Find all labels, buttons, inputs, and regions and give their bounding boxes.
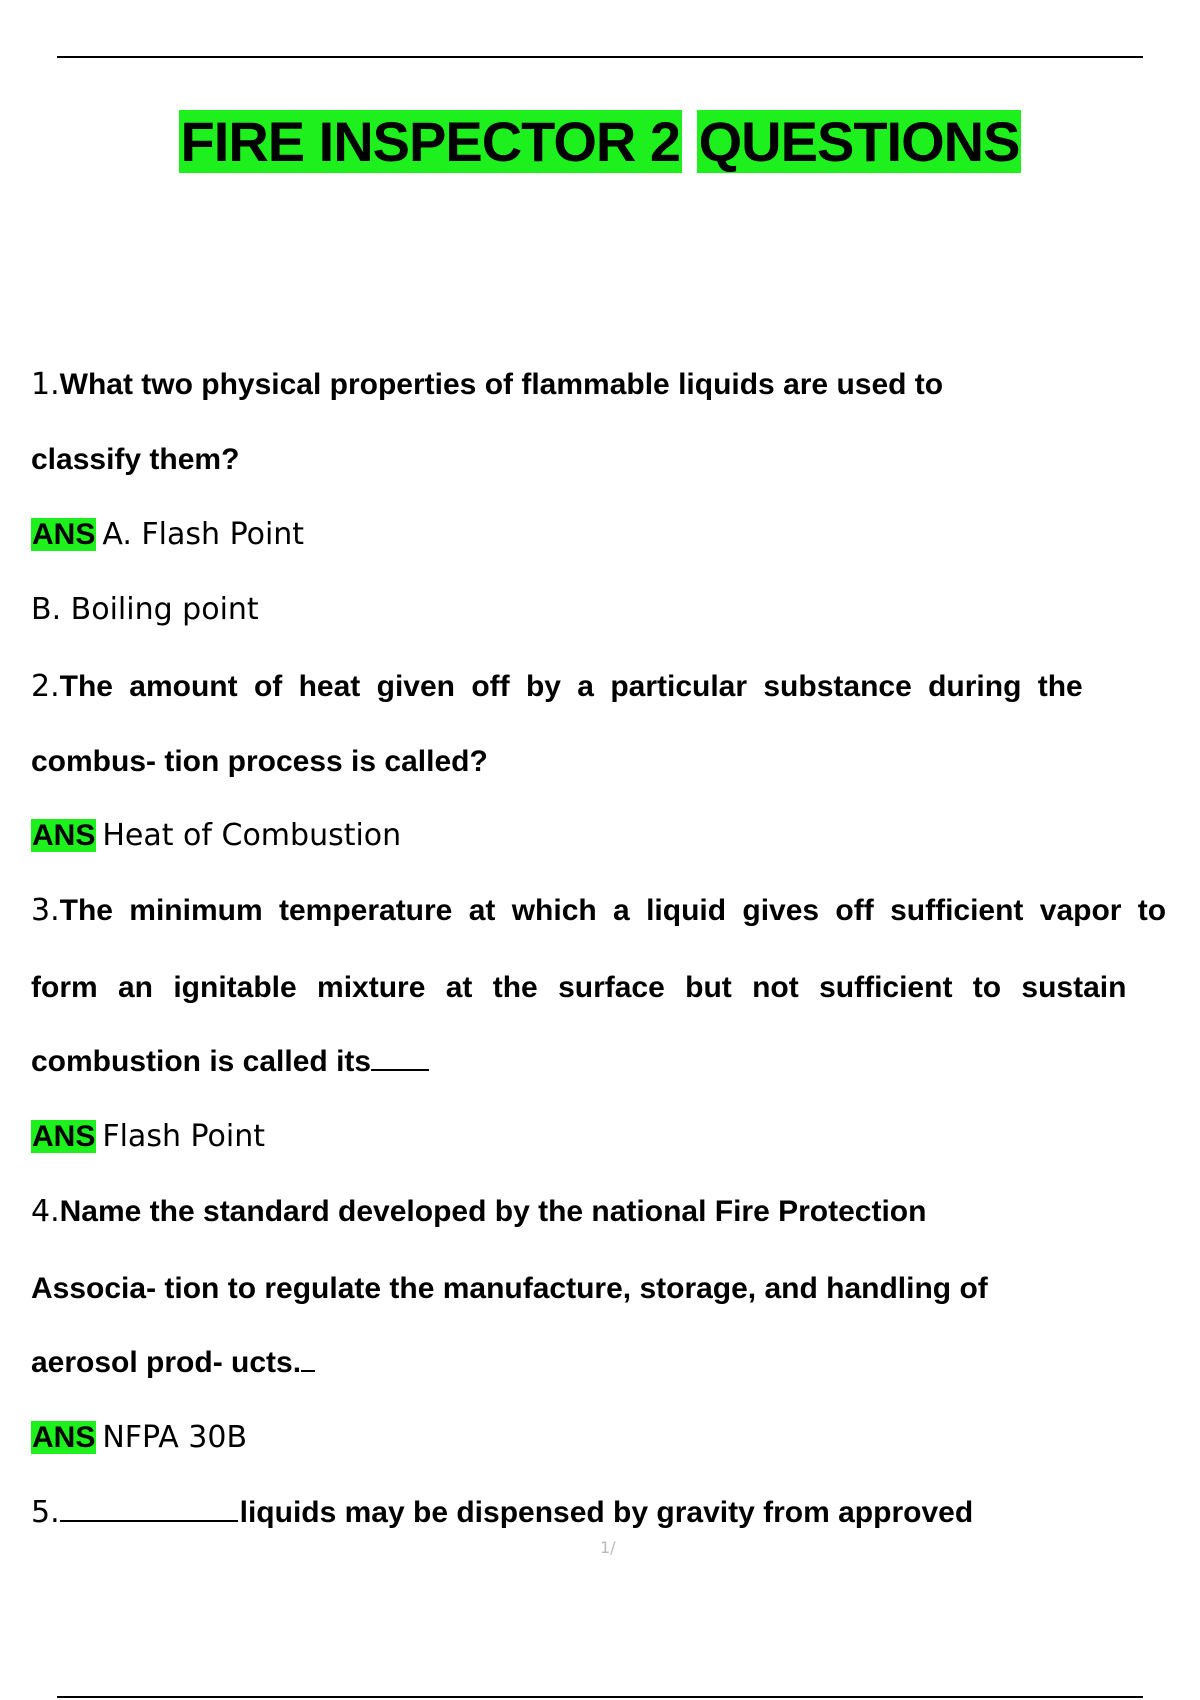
answer-1-text-1: A. Flash Point xyxy=(102,517,305,552)
answer-3-tag: ANS xyxy=(32,1120,96,1153)
answer-4-text-1: NFPA 30B xyxy=(102,1420,248,1455)
question-2-number: 2. xyxy=(31,669,60,704)
answer-4-line-1 xyxy=(31,1418,247,1458)
question-4-text-3: aerosol prod- ucts. xyxy=(31,1346,302,1379)
question-5-number: 5. xyxy=(31,1495,60,1530)
title-highlight-2: QUESTIONS xyxy=(698,110,1020,173)
question-4-text-1: Name the standard developed by the national Fire Protection xyxy=(59,1195,927,1228)
question-1-line-2: classify them? xyxy=(31,443,240,476)
question-3-text-3: combustion is called its xyxy=(31,1045,372,1078)
question-1-text-1: What two physical properties of flammable liquids are used to xyxy=(59,368,944,401)
title-highlight-1: FIRE INSPECTOR 2 xyxy=(180,110,681,173)
question-5-text-1: liquids may be dispensed by gravity from approved xyxy=(239,1496,974,1529)
answer-2-text-1: Heat of Combustion xyxy=(102,818,402,853)
question-3-number: 3. xyxy=(31,893,60,928)
fill-in-blank xyxy=(371,1068,429,1071)
question-3-line-3 xyxy=(31,1042,429,1082)
fill-in-blank xyxy=(60,1519,238,1522)
question-3-line-1 xyxy=(31,891,1200,931)
answer-1-line-2: B. Boiling point xyxy=(31,592,259,627)
question-2-line-2: combus- tion process is called? xyxy=(31,745,488,778)
answer-2-line-1 xyxy=(31,816,401,856)
question-2-line-1 xyxy=(31,667,1200,707)
question-4-line-3 xyxy=(31,1343,315,1383)
question-2-text-1: The amount of heat given off by a particular substance during the xyxy=(59,670,1083,703)
question-1-number: 1. xyxy=(31,367,60,402)
question-5-line-1 xyxy=(31,1493,973,1533)
answer-1-line-1 xyxy=(31,515,304,555)
page-number: 1/ xyxy=(600,1538,616,1557)
answer-3-line-1 xyxy=(31,1117,265,1157)
top-rule xyxy=(57,56,1143,58)
question-4-line-1 xyxy=(31,1192,926,1232)
answer-4-tag: ANS xyxy=(32,1421,96,1454)
question-4-number: 4. xyxy=(31,1194,60,1229)
fill-in-blank xyxy=(301,1369,315,1372)
question-3-line-2: form an ignitable mixture at the surface but not sufficient to sustain xyxy=(31,971,1127,1004)
question-3-text-1: The minimum temperature at which a liquid gives off sufficient vapor to xyxy=(59,894,1167,927)
answer-3-text-1: Flash Point xyxy=(102,1119,265,1154)
document-title xyxy=(0,108,1200,176)
question-1-line-1 xyxy=(31,365,943,405)
bottom-rule xyxy=(57,1696,1143,1698)
question-4-line-2: Associa- tion to regulate the manufacture, storage, and handling of xyxy=(31,1272,988,1305)
answer-2-tag: ANS xyxy=(32,819,96,852)
answer-1-tag: ANS xyxy=(32,518,96,551)
